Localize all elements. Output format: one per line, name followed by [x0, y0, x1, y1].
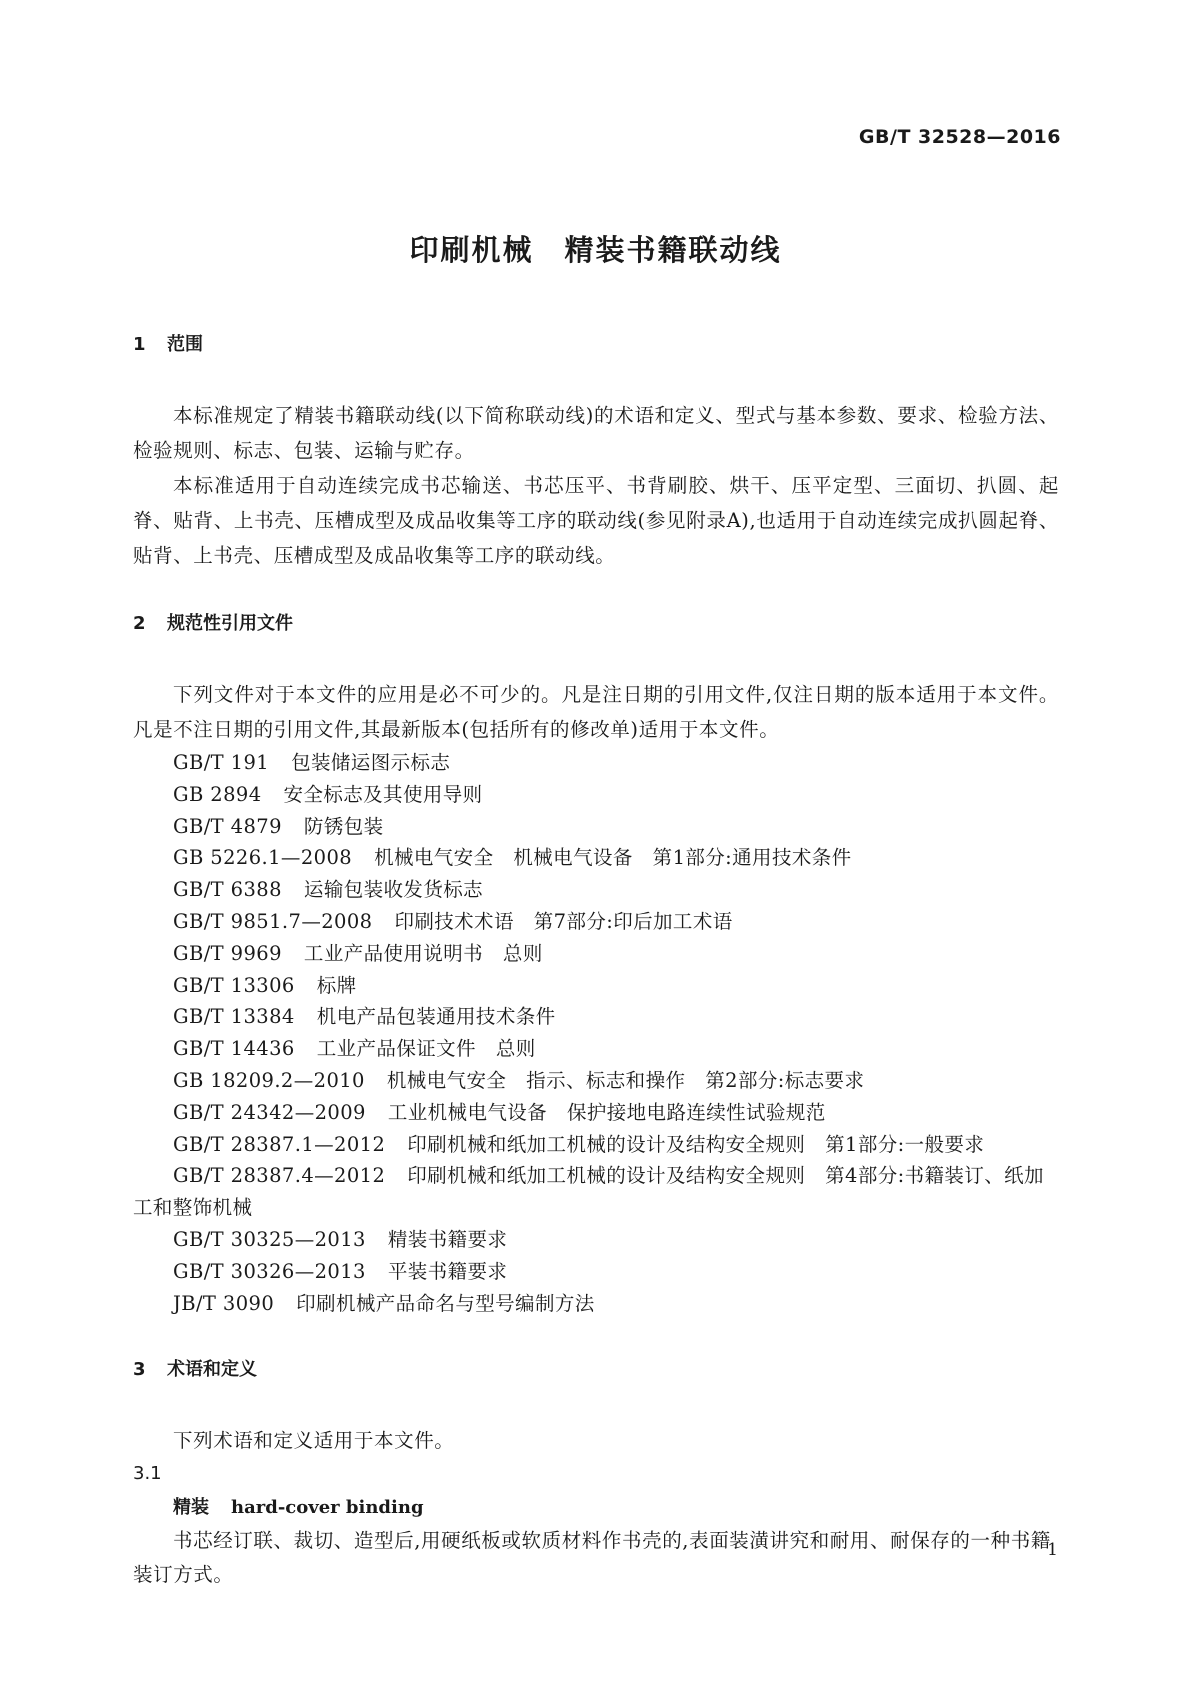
section-heading-terms — [133, 1355, 1059, 1385]
reference-code: GB/T 13384 — [173, 1005, 295, 1029]
reference-item — [133, 938, 1059, 970]
reference-code: GB/T 24342—2009 — [173, 1100, 366, 1124]
reference-item — [133, 906, 1059, 938]
reference-item — [133, 1256, 1059, 1288]
reference-title: 精装书籍要求 — [387, 1227, 508, 1251]
reference-code: GB 18209.2—2010 — [173, 1068, 365, 1092]
standard-number: GB/T 32528—2016 — [858, 126, 1061, 148]
reference-title: 机械电气安全 指示、标志和操作 第2部分:标志要求 — [386, 1068, 865, 1092]
reference-title: 平装书籍要求 — [387, 1259, 508, 1283]
term-number: 3.1 — [133, 1463, 162, 1485]
reference-code: GB/T 4879 — [173, 814, 282, 838]
reference-item — [133, 779, 1059, 811]
reference-title: 印刷机械产品命名与型号编制方法 — [296, 1291, 595, 1315]
reference-code: GB/T 6388 — [173, 878, 282, 902]
reference-code: GB/T 28387.1—2012 — [173, 1132, 386, 1156]
reference-title: 工业机械电气设备 保护接地电路连续性试验规范 — [387, 1100, 826, 1124]
scope-paragraph: 本标准规定了精装书籍联动线(以下简称联动线)的术语和定义、型式与基本参数、要求、检验方法、检验规则、标志、包装、运输与贮存。 — [133, 404, 1059, 462]
reference-title: 标牌 — [316, 973, 357, 997]
reference-title: 机电产品包装通用技术条件 — [316, 1005, 556, 1029]
reference-list — [133, 747, 1059, 1319]
section-title: 术语和定义 — [167, 1359, 257, 1381]
reference-title: 机械电气安全 机械电气设备 第1部分:通用技术条件 — [374, 846, 852, 870]
page-number: 1 — [1047, 1540, 1058, 1560]
reference-title: 印刷机械和纸加工机械的设计及结构安全规则 第4部分:书籍装订、纸加工和整饰机械 — [133, 1164, 1044, 1220]
reference-code: GB/T 13306 — [173, 973, 295, 997]
section-heading-normative-references — [133, 609, 1059, 639]
reference-title: 工业产品保证文件 总则 — [316, 1037, 536, 1061]
reference-title: 安全标志及其使用导则 — [283, 782, 483, 806]
term-definition: 书芯经订联、裁切、造型后,用硬纸板或软质材料作书壳的,表面装潢讲究和耐用、耐保存的一种书籍装订方式。 — [133, 1529, 1051, 1587]
document-title: 印刷机械 精装书籍联动线 — [409, 233, 782, 267]
reference-code: GB/T 30325—2013 — [173, 1227, 366, 1251]
reference-item — [133, 747, 1059, 779]
section-number: 1 — [133, 334, 146, 355]
reference-item — [133, 1288, 1059, 1320]
reference-item — [133, 1160, 1059, 1224]
reference-title: 包装储运图示标志 — [291, 751, 451, 774]
section-number: 3 — [133, 1359, 146, 1381]
reference-item — [133, 1097, 1059, 1129]
reference-item — [133, 1033, 1059, 1065]
reference-item — [133, 1065, 1059, 1097]
reference-code: GB/T 14436 — [173, 1037, 295, 1061]
section-title: 规范性引用文件 — [167, 613, 293, 634]
reference-code: GB 2894 — [173, 782, 262, 806]
scope-paragraph: 本标准适用于自动连续完成书芯输送、书芯压平、书背刷胶、烘干、压平定型、三面切、扒圆、起脊、贴背、上书壳、压槽成型及成品收集等工序的联动线(参见附录A),也适用于自动连续完成扒圆起脊、贴背、上书壳、压槽成型及成品收集等工序的联动线。 — [133, 474, 1059, 567]
reference-item — [133, 874, 1059, 906]
reference-title: 印刷技术术语 第7部分:印后加工术语 — [394, 909, 733, 933]
terms-intro: 下列术语和定义适用于本文件。 — [173, 1429, 455, 1453]
reference-code: JB/T 3090 — [173, 1291, 275, 1315]
reference-title: 防锈包装 — [303, 814, 384, 838]
reference-code: GB/T 9851.7—2008 — [173, 909, 373, 933]
reference-title: 运输包装收发货标志 — [303, 878, 484, 902]
document-body — [133, 330, 1059, 1592]
reference-item — [133, 970, 1059, 1002]
section-title: 范围 — [167, 334, 203, 355]
term-entry — [133, 1490, 1059, 1524]
reference-item — [133, 1001, 1059, 1033]
reference-code: GB/T 9969 — [173, 941, 282, 965]
reference-code: GB/T 191 — [173, 751, 270, 774]
reference-code: GB/T 28387.4—2012 — [173, 1164, 386, 1188]
reference-item — [133, 811, 1059, 843]
reference-title: 印刷机械和纸加工机械的设计及结构安全规则 第1部分:一般要求 — [407, 1132, 985, 1156]
reference-item — [133, 1129, 1059, 1161]
term-english: hard-cover binding — [231, 1497, 424, 1519]
reference-code: GB/T 30326—2013 — [173, 1259, 366, 1283]
term-chinese: 精装 — [173, 1497, 209, 1519]
reference-title: 工业产品使用说明书 总则 — [303, 941, 543, 965]
reference-item — [133, 842, 1059, 874]
section-heading-scope — [133, 330, 1059, 360]
references-intro: 下列文件对于本文件的应用是必不可少的。凡是注日期的引用文件,仅注日期的版本适用于本文件。凡是不注日期的引用文件,其最新版本(包括所有的修改单)适用于本文件。 — [133, 683, 1059, 741]
reference-item — [133, 1224, 1059, 1256]
section-number: 2 — [133, 613, 146, 634]
reference-code: GB 5226.1—2008 — [173, 846, 353, 870]
